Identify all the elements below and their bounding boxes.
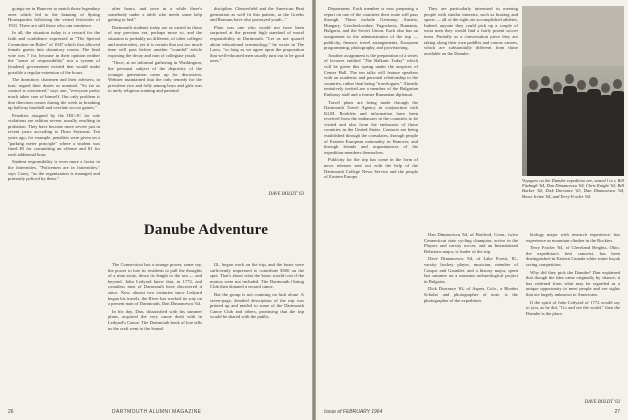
paragraph: discipline. Chesterfield and the American Beat generation as well fit this pattern, as the Greeks and Romans have also portrayed youth..." <box>210 6 304 23</box>
magazine-title: DARTMOUTH ALUMNI MAGAZINE <box>112 409 202 415</box>
expedition-group-photo <box>522 6 624 176</box>
paragraph: Student responsibility is even more a factor in the fraternities. "Policemen are in fraternities," says Carey, "as the organization is managed and primarily policed by them." <box>8 159 100 182</box>
paragraph: In all, the situation today is a reward for the faith and confidence expressed in "The Special Committee on Rules" of 1947 which first allowed female guests into dormitory rooms. The final vote was 7 for, because in their opinion neither the "sense of responsibility" nor a system of [student] government existed that would make possible a regular extension of the hours. <box>8 30 100 75</box>
danube-column-2 <box>210 262 304 408</box>
paragraph: Dan Dimancescu '64, of Hartford, Conn., twice Connecticut state cycling champion, active in the Players and varsity soccer, and an International Relations major, is leader of the trip. <box>424 232 518 254</box>
photo-caption: Voyagers on the Danube expedition are, seated l to r, Bill Fitzhugh '64, Dan Dimancescu '64, Chris Knight '63, Bill Backer '64, Dick Durrance '63, Dan Dimancescu '64, Bruce Irvine '64, and Terry Fowler '64. <box>522 178 624 199</box>
paragraph: In his day, Dan, dissatisfied with his summer plans, acquired the very canoe dealt with in Ledyard's Canoe. The Dartmouth book of lore tells us the craft went to the Sound. <box>108 308 202 331</box>
paragraph: goings-on in Hanover to match those legendary ones which led to the banning of Spring Houseparties following the vernal festivities of 1931. There are still those who can reminisce. <box>8 6 100 28</box>
article-headline: Danube Adventure <box>143 222 269 238</box>
paragraph: Ill., began work on the trip, and the boats were sufficiently impressed to contribute $500 on the spot. That's about what the boats would cost if the motors were not included. The Dartmouth Outing Club then donated a second canoe. <box>210 262 304 290</box>
article-byline: DAVE BOLDT '63 <box>268 192 304 197</box>
paragraph: Publicity for the trip has come in the form of news releases sent out with the help of the Dartmouth College News Service and the people of Eastern Europe. <box>324 157 418 180</box>
paragraph: But the group is not counting on luck alone. A seven-page, detailed description of the trip was printed up and mailed to some of the Dartmouth Canoe Club and others, promising that the trip would be shared with the public. <box>210 291 304 320</box>
page-number: 27 <box>614 409 620 415</box>
danube-column-1 <box>108 262 202 408</box>
right-page <box>316 0 628 420</box>
article-byline: DAVE BOLDT '63 <box>584 400 620 405</box>
right-column-3b <box>526 232 620 408</box>
paragraph: Why did they pick the Danube? Dan explained that though the idea came originally by chance, it has widened from what may be regarded as a unique opportunity to meet people and see sights that are largely unknown to Americans. <box>526 269 620 297</box>
paragraph: Travel plans are being made through the Dartmouth Travel Agency in conjunction with KLM. Booklets and information have been received from the embassies in the countries to be visited and also from the embassies of those countries in the United States. Contacts are being established through the consulates, through people of Eastern European nationality in Hanover, and through friends and acquaintances of the expedition members themselves. <box>324 99 418 155</box>
paragraph: Dartmouth students today are as varied as those of any previous era, perhaps more so, and the situation is probably no different, of other colleges and universities, yet it is certain that not too much time will pass before another "scandal" article exposing the decay and ruin of collegiate youth. <box>108 24 202 58</box>
paragraph: Terry Fowler '64, of Cleveland Heights, Ohio, the expedition's best canoeist, has been distinguished in Eastern Canada white water kayak racing competition. <box>526 245 620 267</box>
paragraph: Department. Each member is now preparing a report on one of the countries their route will pass through. These include Germany, Austria, Hungary, Czechoslovakia, Yugoslavia, Rumania, Bulgaria, and the Soviet Union. Each also has an assignment in the administration of the trip — publicity, finance, travel arrangements, European programming, photography, and provisioning. <box>324 6 418 51</box>
paragraph: Plato was one who would not have been surprised at the present high standard of moral responsibility at Dartmouth. "Let us not quarrel about educational terminology," he wrote in The Laws, "so long as we agree upon the proposition that well-educated men usually turn out to be good ones." <box>210 24 304 64</box>
issue-label: Issue of FEBRUARY 1964 <box>324 409 383 415</box>
left-column-3 <box>210 6 304 196</box>
right-column-1 <box>324 6 418 408</box>
paragraph: "Once, at an informal gathering in Washington, the personal subject of the depravity of the younger generation came up for discussion. Webster maintained that the only remedy for the prevalent vice and folly among boys and girls was to unify religious training and parental <box>108 60 202 94</box>
right-column-2 <box>424 6 518 176</box>
paragraph: The dormitory chairmen and their advisers, in turn, regard their duties as nominal. "So far as control is concerned," says one, "everyone pretty much takes care of himself. Our only problem is that direction comes during the week in breaking up hallway baseball and overlate soccer games." <box>8 77 100 111</box>
page-number: 26 <box>8 409 14 415</box>
paragraph: Another assignment is the preparation of a series of lectures entitled "The Balkans Today" which will be given this spring under the auspices of Center Hall. The ten talks will feature speakers with an academic and personal relationship to the countries, rather than being "travelogues." Already tentatively invited are a member of the Bulgarian Embassy staff and a former Rumanian diplomat. <box>324 52 418 97</box>
paragraph: after hours, and once in a while there's somebody under a table who needs some help getting to bed." <box>108 6 202 23</box>
paragraph: They are particularly interested in meeting people with similar interests, such as boating and sports — all of the eight are accomplished athletes. Indeed, anyone they could pick up a couple of extra men they would find a fairly potent soccer team. Partially as a conversation piece they are taking along their own paddles and canvas canoes, which are substantially different from those available on the Danube. <box>424 6 518 56</box>
paragraph: The Connecticut has a strange power, some say, the power to lure its residents to pull the thoughts of a man away, down its length to the sea — and beyond. John Ledyard knew that, in 1772, and countless men of Dartmouth have discovered it since. Now, almost two centuries since Ledyard began his travels, the River has worked its way on a present man of Dartmouth, Dan Dimancescu '64. <box>108 262 202 307</box>
left-column-1 <box>8 6 100 408</box>
paragraph: Dick Durrance '63, of Aspen, Colo., a Rhodes Scholar and photographer of note, is the photographer of the expedition. <box>424 286 518 303</box>
paragraph: biology major with research experience, has experience as mountain climber in the Rockies. <box>526 232 620 243</box>
right-column-2b <box>424 232 518 408</box>
paragraph: Penalties assigned by the IDC-JC for rule violations are seldom severe, usually resulting in probation. They have become more severe just in recent years according to Dean Seymour. Ten years ago, for example, penalties were given on a "parking meter principle" where a student was fined $5 for committing an offense and $1 for each additional hour. <box>8 112 100 157</box>
left-column-2 <box>108 6 202 196</box>
paragraph: Dave Dimancescu '64, of Lake Forest, Ill., varsity hockey player, musician, member of Casque and Gauntlet, and a history major, spent last summer on a museum archaeological project in Bulgaria. <box>424 256 518 284</box>
paragraph: If the spirit of John Ledyard of 1772 would say to you, as he did, "Go and see the world," then the Danube is the place. <box>526 299 620 316</box>
left-page <box>0 0 312 420</box>
